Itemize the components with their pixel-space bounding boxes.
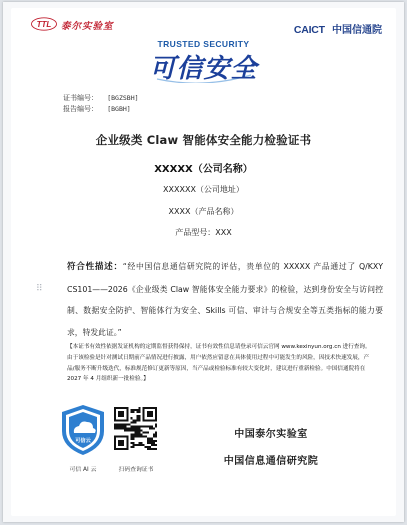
conformity-label: 符合性描述： — [67, 262, 123, 272]
caict-logo — [293, 18, 382, 36]
badge-label: 可信 AI 云 — [69, 467, 97, 473]
ttl-logo-icon — [31, 17, 57, 31]
caict-logo-text: CAICT — [293, 24, 325, 36]
product-name: XXXX（产品名称） — [168, 207, 239, 216]
trusted-cloud-badge-icon — [59, 403, 107, 457]
cert-number-label: 证书编号： — [63, 94, 98, 102]
report-number-label: 报告编号： — [63, 105, 98, 113]
qr-code-icon[interactable] — [114, 407, 157, 450]
issuer-caict: 中国信息通信研究院 — [223, 456, 319, 467]
conformity-text: “经中国信息通信研究院的评估，贵单位的 XXXXX 产品通过了 Q/KXY CS101——2026《企业级类 Claw 智能体安全能力要求》的检验，达到身份安全与访问控制、数据安全防护、智能体行为安全、Skills 可信、审计与合规安全等五类指标的能力要求，特发此证。” — [67, 262, 383, 337]
ttl-logo-text: TTL — [36, 20, 52, 29]
drag-handle-icon[interactable]: ⠿ — [36, 284, 43, 294]
certificate-title: 企业级类 Claw 智能体安全能力检验证书 — [95, 133, 312, 147]
issuer-ttl: 中国泰尔实验室 — [234, 429, 308, 440]
certificate-page — [11, 8, 396, 516]
badge-inner-text: 可信云 — [75, 438, 91, 444]
cert-number-row — [63, 93, 139, 103]
company-address: XXXXXX（公司地址） — [163, 185, 244, 194]
conformity-description — [67, 256, 383, 343]
report-number-value: [BGBH] — [107, 105, 131, 113]
ttl-cn-name: 泰尔实验室 — [61, 21, 114, 32]
report-number-row — [63, 104, 131, 114]
qr-label: 扫码查询证书 — [118, 467, 154, 473]
caict-cn-name: 中国信通院 — [332, 25, 382, 36]
company-name: XXXXX（公司名称） — [154, 164, 253, 175]
product-model: 产品型号：XXX — [175, 228, 232, 237]
document-frame — [3, 2, 404, 522]
validity-notice: 【本证书有效性依据发证机构的定期监督获得保持，证书有效性信息请登录可信云官网 www.kexinyun.org.cn 进行查询。由于该检验是针对测试日期前产品情况进行披露，用户依然应留意在具体使用过程中可能发生的风险，因技术快速发展，产品/服务不断升级迭代，标准规范修订更新等原因，当产品或检验标准有较大变化时，建议进行重新检验。中国信通院将在 2027 年 4 月组织新一批检验。】 — [67, 344, 371, 383]
cert-number-value: [BGZSBH] — [107, 94, 139, 102]
trusted-security-en: TRUSTED SECURITY — [157, 39, 250, 49]
trusted-security-cn: 可信安全 — [149, 53, 258, 83]
